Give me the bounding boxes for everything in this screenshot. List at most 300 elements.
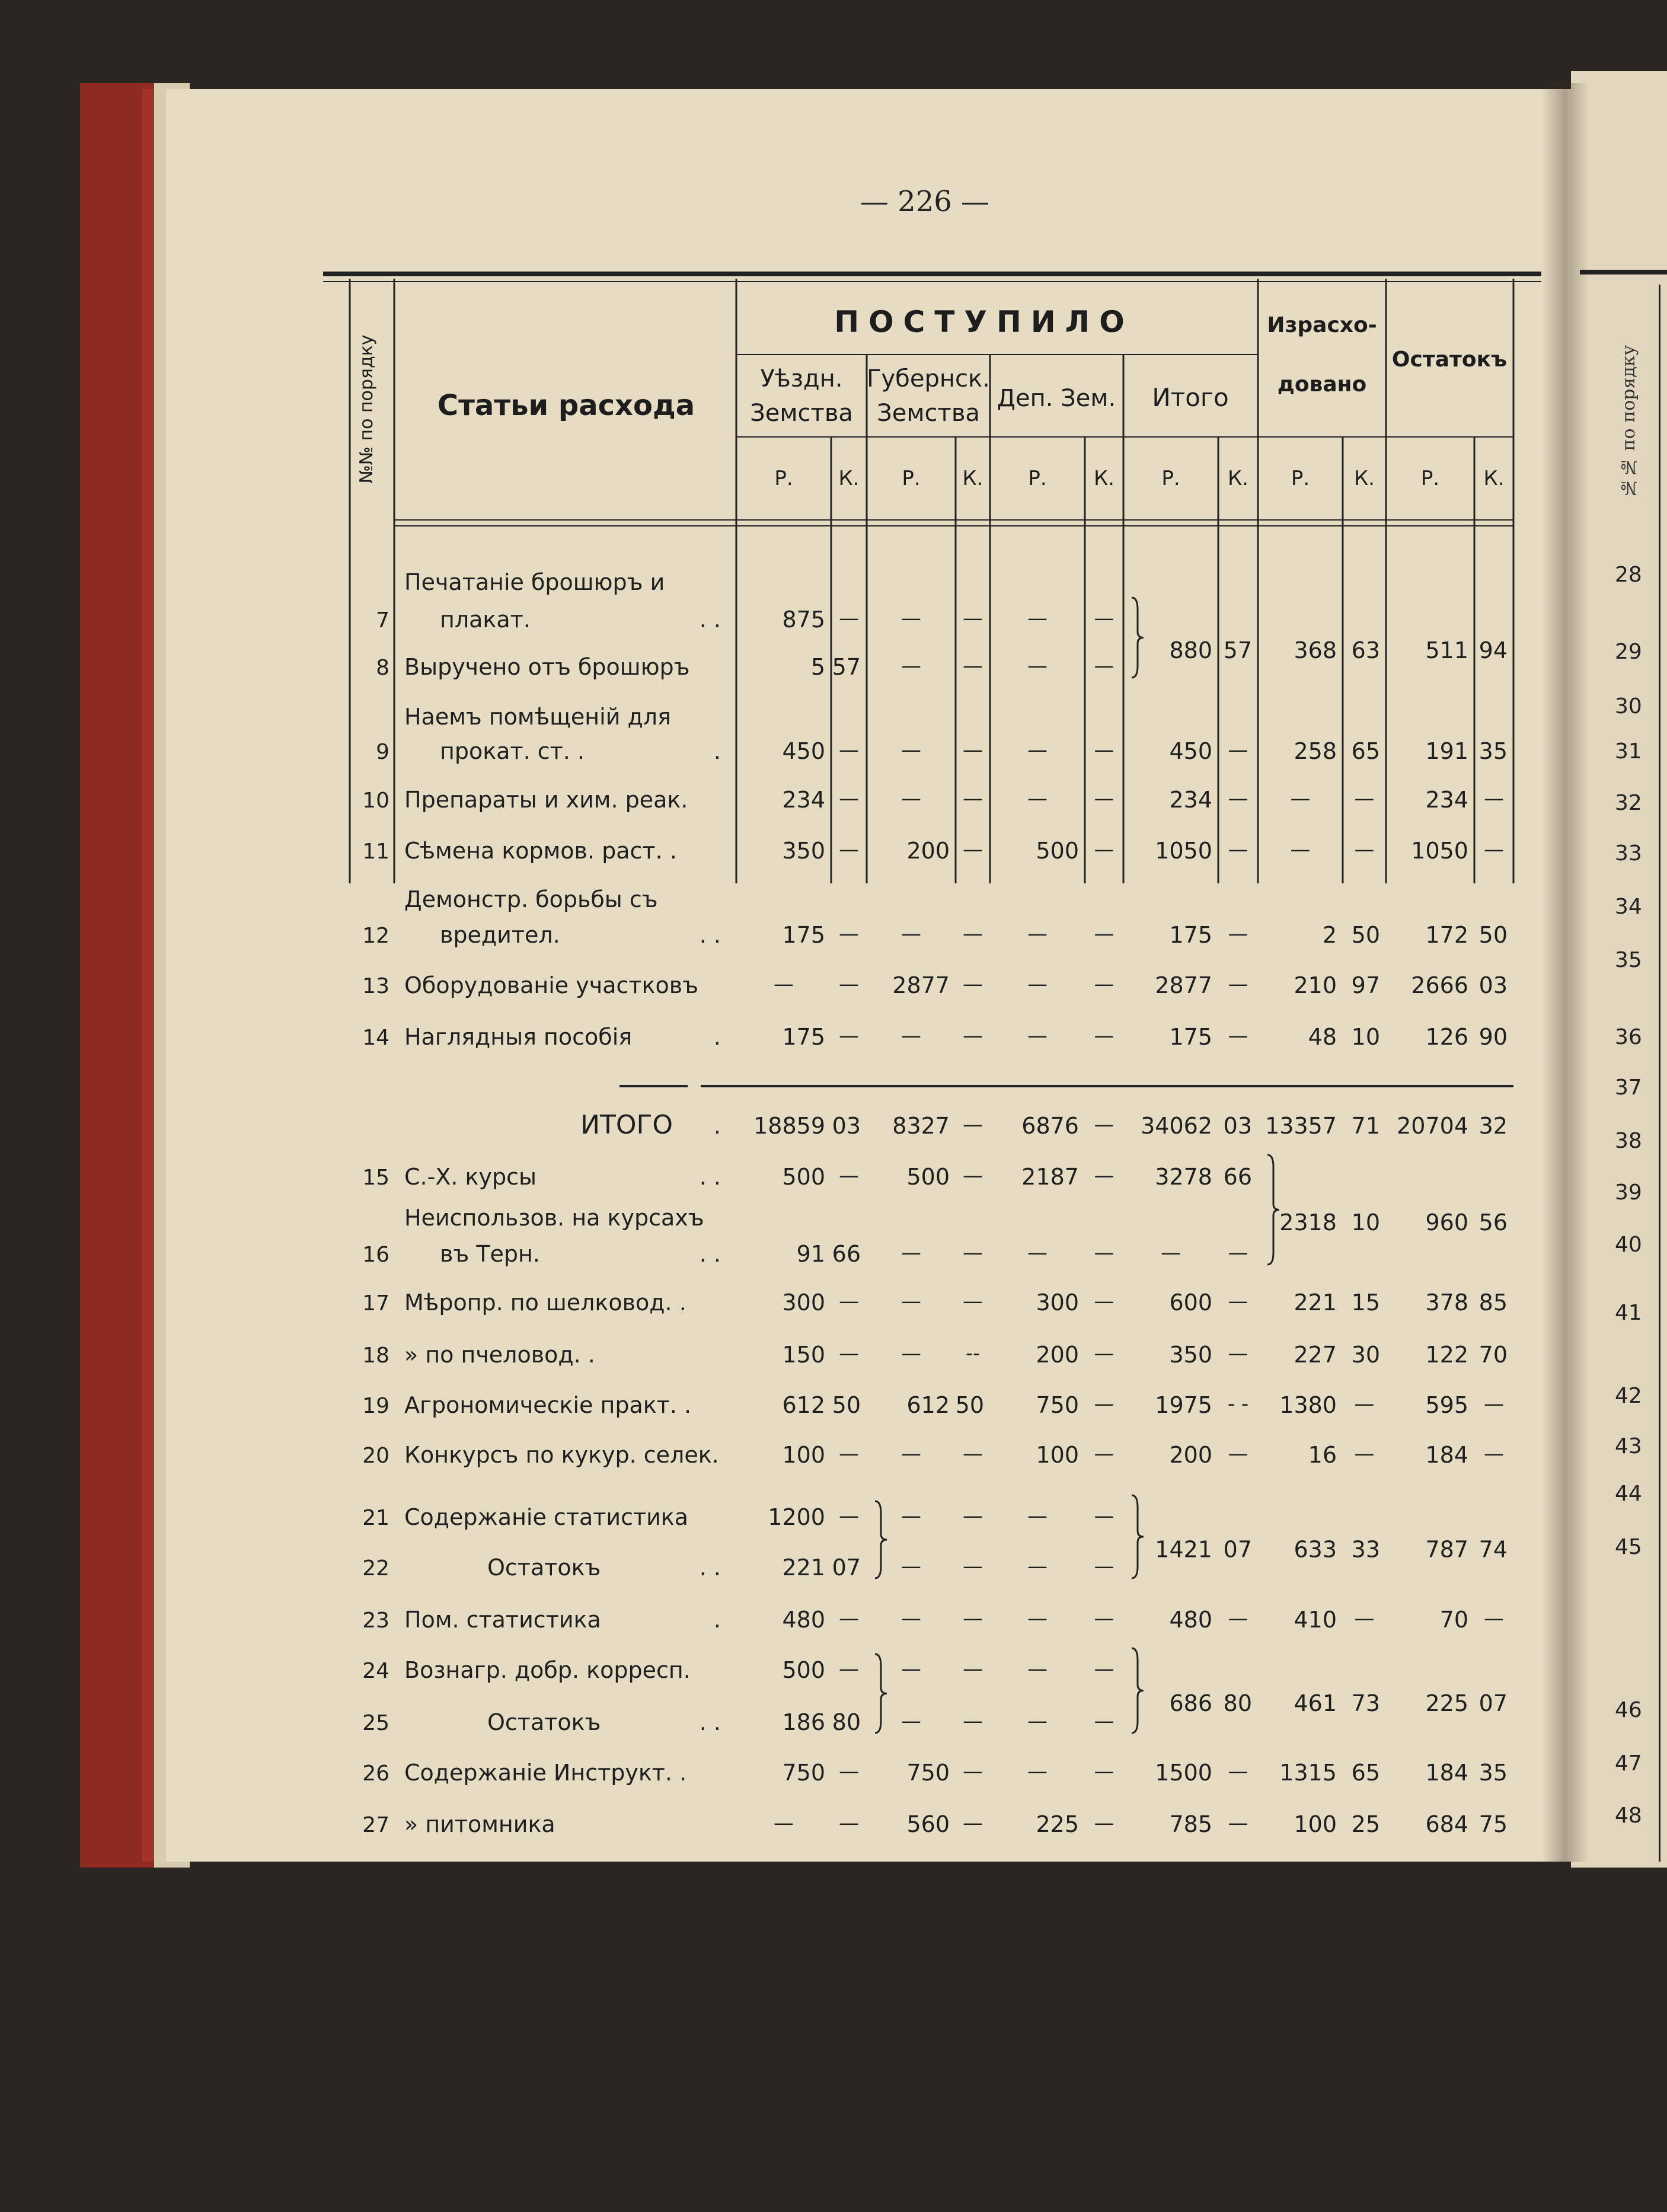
cell-rubles: 221 (782, 1555, 825, 1581)
right-page-row-number: 46 (1615, 1698, 1642, 1722)
cell-rubles: 234 (1169, 787, 1212, 813)
row-label-dots: . . (699, 607, 721, 633)
right-page-row-number: 31 (1615, 739, 1642, 764)
right-page-row-number: 37 (1615, 1075, 1642, 1100)
cell-rubles: 2187 (1021, 1164, 1079, 1190)
cell-dash: — (901, 1289, 921, 1313)
cell-rubles: 200 (1169, 1442, 1212, 1468)
merged-cell-rubles: 511 (1425, 637, 1468, 663)
merge-brace (1132, 598, 1144, 678)
kopecks-subheader: К. (1354, 467, 1375, 490)
merge-brace (1132, 1495, 1144, 1578)
cell-dash: — (1094, 1760, 1114, 1783)
row-label-line2: прокат. ст. . (440, 738, 585, 764)
cell-rubles: 91 (796, 1241, 825, 1267)
cell-kopecks: 65 (1351, 1760, 1380, 1786)
right-page-top-rule (1580, 270, 1667, 274)
kopecks-subheader: К. (1094, 467, 1114, 490)
cell-dash: — (1027, 1607, 1048, 1630)
cell-dash: — (1094, 607, 1114, 630)
row-number: 8 (376, 656, 389, 680)
cell-dash: — (839, 1607, 859, 1630)
cell-dash: — (774, 1811, 794, 1835)
right-page-row-number: 30 (1615, 694, 1642, 719)
row-label-line1: Наемъ помѣщеній для (404, 704, 671, 730)
rubles-subheader: Р. (902, 467, 921, 490)
row-number: 10 (362, 789, 389, 813)
row-label-line1: Неиспользов. на курсахъ (404, 1205, 704, 1231)
row-number: 14 (362, 1026, 389, 1050)
row-number: 7 (376, 608, 389, 633)
row-label-line1: Печатаніе брошюръ и (404, 569, 665, 595)
row-number: 15 (362, 1166, 389, 1190)
cell-dash: — (1228, 1241, 1248, 1265)
cell-dash: — (1094, 838, 1114, 861)
cell-dash: — (839, 1811, 859, 1835)
right-page-header: №№ по порядку (1618, 344, 1639, 498)
cell-kopecks: 03 (1478, 972, 1508, 998)
row-label: Агрономическіе практ. . (404, 1392, 692, 1418)
row-label: Вознагр. добр. корресп. (404, 1657, 691, 1683)
row-label: Содержаніе Инструкт. . (404, 1760, 687, 1786)
cell-rubles: 16 (1308, 1442, 1337, 1468)
cell-rubles: 172 (1425, 922, 1468, 948)
merged-cell-kopecks: 80 (1223, 1690, 1252, 1716)
cell-rubles: 500 (1036, 838, 1079, 864)
cell-rubles: 175 (1169, 922, 1212, 948)
right-page-row-number: 35 (1615, 948, 1642, 972)
cell-dash: — (839, 1760, 859, 1783)
right-page-row-number: 29 (1615, 640, 1642, 664)
cell-dash: — (774, 972, 794, 996)
cell-rubles: 122 (1425, 1342, 1468, 1368)
cell-dash: — (1484, 1607, 1504, 1630)
cell-dash: — (839, 1342, 859, 1365)
row-label: » по пчеловод. . (404, 1342, 595, 1368)
cell-dash: — (901, 1709, 921, 1733)
row-label-dots: . . (699, 922, 721, 948)
cell-dash: — (839, 1442, 859, 1466)
right-page-table-line (1659, 285, 1660, 1862)
cell-dash: — (963, 1607, 983, 1630)
cell-dash: — (1094, 1709, 1114, 1733)
row-label: Препараты и хим. реак. (404, 787, 688, 813)
rubles-subheader: Р. (1420, 467, 1440, 490)
cell-rubles: 500 (782, 1164, 825, 1190)
item-col-header: Статьи расхода (437, 389, 695, 422)
cell-kopecks: 15 (1351, 1289, 1380, 1316)
cell-rubles: 2877 (1155, 972, 1212, 998)
right-page-row-number: 40 (1615, 1233, 1642, 1257)
cell-dash: — (1228, 738, 1248, 762)
row-label: Содержаніе статистика (404, 1504, 689, 1530)
merged-cell-kopecks: 63 (1351, 637, 1380, 663)
row-label: Оборудованіе участковъ (404, 972, 698, 998)
cell-rubles: 227 (1294, 1342, 1337, 1368)
row-number: 17 (362, 1291, 389, 1316)
cell-rubles: 500 (782, 1657, 825, 1683)
cell-rubles: 350 (782, 838, 825, 864)
row-number: 27 (362, 1813, 389, 1837)
cell-dash: — (839, 922, 859, 946)
right-page-row-number: 39 (1615, 1180, 1642, 1205)
cell-kopecks: 50 (832, 1392, 861, 1418)
merged-cell-kopecks: 73 (1351, 1690, 1380, 1716)
cell-rubles: 100 (782, 1442, 825, 1468)
cell-rubles: 100 (1294, 1811, 1337, 1837)
spent-header-line1: Израсхо- (1267, 313, 1377, 337)
cell-kopecks: 70 (1478, 1342, 1508, 1368)
cell-dash: — (1228, 1024, 1248, 1048)
cell-dash: — (1228, 1760, 1248, 1783)
cell-dash: — (963, 1241, 983, 1265)
cell-dash: — (1228, 1811, 1248, 1835)
cell-dash: — (901, 607, 921, 630)
cell-dash: — (1484, 1442, 1504, 1466)
cell-rubles: 1500 (1155, 1760, 1212, 1786)
cell-rubles: 34062 (1141, 1113, 1212, 1139)
cell-rubles: 186 (782, 1709, 825, 1735)
cell-dash: — (1094, 972, 1114, 996)
cell-dash: — (901, 1657, 921, 1681)
cell-rubles: 875 (782, 607, 825, 633)
merged-cell-rubles: 368 (1294, 637, 1337, 663)
merged-cell-rubles: 880 (1169, 637, 1212, 663)
cell-rubles: 410 (1294, 1607, 1337, 1633)
cell-dash: — (901, 1342, 921, 1365)
merged-cell-rubles: 686 (1169, 1690, 1212, 1716)
cell-dash: — (1094, 1024, 1114, 1048)
cell-dash: — (1027, 922, 1048, 946)
cell-dash: — (963, 787, 983, 810)
uezd-header-line2: Земства (750, 400, 853, 427)
merged-cell-rubles: 1421 (1155, 1536, 1212, 1563)
page-number: — 226 — (860, 185, 990, 218)
row-number: 11 (362, 840, 389, 864)
cell-rubles: 184 (1425, 1760, 1468, 1786)
cell-dash: — (1228, 838, 1248, 861)
itogo-header: Итого (1152, 383, 1229, 412)
num-col-header: №№ по порядку (356, 334, 377, 484)
cell-rubles: 6876 (1021, 1113, 1079, 1139)
cell-kopecks: 71 (1351, 1113, 1380, 1139)
cell-dash: — (1228, 1607, 1248, 1630)
received-header: ПОСТУПИЛО (834, 305, 1134, 339)
cell-kopecks: 75 (1478, 1811, 1508, 1837)
cell-dash: — (839, 1657, 859, 1681)
cell-kopecks: 25 (1351, 1811, 1380, 1837)
cell-dash: — (1354, 1392, 1375, 1416)
row-label-dots: . . (699, 1241, 721, 1267)
cell-dash: — (839, 787, 859, 810)
right-page-row-number: 47 (1615, 1751, 1642, 1776)
cell-dash: — (963, 1289, 983, 1313)
cell-dash: — (839, 838, 859, 861)
cell-dash: — (963, 1164, 983, 1188)
cell-dash: — (1027, 1555, 1048, 1578)
cell-dash: — (1094, 1657, 1114, 1681)
merge-brace (1132, 1648, 1144, 1733)
cell-dash: — (963, 838, 983, 861)
cell-dash: — (963, 1113, 983, 1137)
cell-rubles: 234 (782, 787, 825, 813)
cell-rubles: 750 (1036, 1392, 1079, 1418)
merged-cell-rubles: 633 (1294, 1536, 1337, 1563)
row-label-dots: . . (699, 1709, 721, 1735)
cell-dash: — (1484, 787, 1504, 810)
cell-dash: — (963, 1442, 983, 1466)
cell-rubles: 2 (1322, 922, 1337, 948)
cell-dash: — (839, 1164, 859, 1188)
row-number: 18 (362, 1343, 389, 1368)
cell-rubles: 450 (782, 738, 825, 764)
cell-dash: — (1354, 1607, 1375, 1630)
cell-dash: — (1027, 654, 1048, 678)
cell-dash: — (1027, 787, 1048, 810)
cell-dash: — (901, 738, 921, 762)
right-page-row-number: 43 (1615, 1434, 1642, 1458)
cell-dash: — (839, 738, 859, 762)
cell-dash: — (1094, 922, 1114, 946)
cell-rubles: 258 (1294, 738, 1337, 764)
right-page-row-number: 48 (1615, 1804, 1642, 1828)
cell-rubles: 175 (1169, 1024, 1212, 1050)
cell-kopecks: 97 (1351, 972, 1380, 998)
kopecks-subheader: К. (1483, 467, 1505, 490)
cell-kopecks: 66 (1223, 1164, 1252, 1190)
row-number: 26 (362, 1761, 389, 1786)
cell-rubles: 3278 (1155, 1164, 1212, 1190)
cell-dash: — (1094, 1241, 1114, 1265)
cell-dash: -- (965, 1342, 981, 1365)
merged-cell-rubles: 960 (1425, 1209, 1468, 1236)
cell-rubles: 48 (1308, 1024, 1337, 1050)
right-page-row-number: 32 (1615, 791, 1642, 815)
cell-kopecks: 35 (1478, 1760, 1508, 1786)
cell-dash: — (901, 1442, 921, 1466)
cell-dash: — (901, 1555, 921, 1578)
row-label: Выручено отъ брошюръ (404, 654, 690, 680)
total-label: ИТОГО (580, 1110, 673, 1140)
row-number: 12 (362, 924, 389, 948)
cell-rubles: 300 (1036, 1289, 1079, 1316)
cell-rubles: 210 (1294, 972, 1337, 998)
cell-kopecks: 10 (1351, 1024, 1380, 1050)
cell-dash: — (963, 738, 983, 762)
cell-dash: — (839, 972, 859, 996)
cell-rubles: 225 (1036, 1811, 1079, 1837)
cell-rubles: 184 (1425, 1442, 1468, 1468)
rubles-subheader: Р. (1291, 467, 1310, 490)
cell-dash: — (1027, 1760, 1048, 1783)
cell-rubles: 70 (1439, 1607, 1468, 1633)
cell-dash: — (1354, 787, 1375, 810)
row-label-dots: . (713, 1113, 721, 1139)
dep-header: Деп. Зем. (997, 385, 1116, 412)
cell-dash: — (1094, 1289, 1114, 1313)
merged-cell-kopecks: 07 (1223, 1536, 1252, 1563)
spent-header-line2: довано (1277, 372, 1367, 397)
cell-dash: — (1290, 838, 1311, 861)
row-label: Остатокъ (487, 1555, 601, 1581)
cell-rubles: 612 (906, 1392, 950, 1418)
cell-rubles: 1975 (1155, 1392, 1212, 1418)
cell-dash: — (901, 922, 921, 946)
cell-dash: — (1228, 1442, 1248, 1466)
cell-dash: — (963, 1657, 983, 1681)
cell-dash: — (963, 607, 983, 630)
cell-dash: — (1094, 1811, 1114, 1835)
cell-rubles: 234 (1425, 787, 1468, 813)
cell-kopecks: 03 (832, 1113, 861, 1139)
cell-kopecks: 65 (1351, 738, 1380, 764)
merged-cell-rubles: 461 (1294, 1690, 1337, 1716)
merged-cell-rubles: 787 (1425, 1536, 1468, 1563)
cell-dash: — (1094, 1442, 1114, 1466)
cell-dash: — (901, 1024, 921, 1048)
cell-rubles: 480 (782, 1607, 825, 1633)
row-label: С.-Х. курсы (404, 1164, 536, 1190)
cell-dash: — (963, 1760, 983, 1783)
cell-rubles: 378 (1425, 1289, 1468, 1316)
cell-rubles: 480 (1169, 1607, 1212, 1633)
right-page-row-number: 34 (1615, 895, 1642, 919)
cell-dash: — (1228, 972, 1248, 996)
cell-rubles: 18859 (753, 1113, 825, 1139)
rubles-subheader: Р. (1161, 467, 1180, 490)
cell-dash: — (1354, 838, 1375, 861)
row-number: 22 (362, 1556, 389, 1581)
merged-cell-kopecks: 74 (1478, 1536, 1508, 1563)
cell-dash: — (1094, 1504, 1114, 1528)
merged-cell-rubles: 2318 (1279, 1209, 1337, 1236)
row-number: 16 (362, 1243, 389, 1267)
cell-kopecks: 90 (1478, 1024, 1508, 1050)
cell-rubles: 595 (1425, 1392, 1468, 1418)
merged-cell-kopecks: 10 (1351, 1209, 1380, 1236)
cell-rubles: 2877 (892, 972, 950, 998)
cell-dash: — (1228, 1289, 1248, 1313)
merge-brace (1267, 1155, 1279, 1265)
right-page-row-number: 44 (1615, 1482, 1642, 1506)
merged-cell-kopecks: 56 (1478, 1209, 1508, 1236)
right-page-row-number: 38 (1615, 1129, 1642, 1153)
cell-rubles: 785 (1169, 1811, 1212, 1837)
row-number: 24 (362, 1659, 389, 1683)
cell-dash: — (963, 1709, 983, 1733)
row-label: » питомника (404, 1811, 555, 1837)
cell-rubles: 1380 (1279, 1392, 1337, 1418)
cell-dash: — (1027, 1709, 1048, 1733)
cell-dash: — (901, 654, 921, 678)
cell-dash: — (963, 654, 983, 678)
cell-rubles: 684 (1425, 1811, 1468, 1837)
cell-rubles: 221 (1294, 1289, 1337, 1316)
rubles-subheader: Р. (1028, 467, 1047, 490)
cell-rubles: 8327 (892, 1113, 950, 1139)
cell-dash: — (1228, 787, 1248, 810)
cell-rubles: 600 (1169, 1289, 1212, 1316)
rubles-subheader: Р. (774, 467, 793, 490)
gub-brace (875, 1501, 887, 1578)
cell-rubles: 750 (906, 1760, 950, 1786)
row-label-dots: . . (699, 1164, 721, 1190)
cell-dash: — (963, 1024, 983, 1048)
cell-rubles: 450 (1169, 738, 1212, 764)
cell-dash: — (839, 1504, 859, 1528)
cell-rubles: 300 (782, 1289, 825, 1316)
cell-rubles: 5 (810, 654, 825, 680)
cell-kopecks: 30 (1351, 1342, 1380, 1368)
cell-dash: — (1027, 607, 1048, 630)
cell-dash: — (1094, 1342, 1114, 1365)
row-number: 9 (376, 740, 389, 764)
cell-dash: — (901, 1607, 921, 1630)
cell-dash: — (1027, 1241, 1048, 1265)
row-number: 23 (362, 1608, 389, 1633)
cell-rubles: 350 (1169, 1342, 1212, 1368)
cell-rubles: 1050 (1155, 838, 1212, 864)
cell-dash: — (1027, 738, 1048, 762)
row-label-dots: . . (699, 1555, 721, 1581)
cell-kopecks: 50 (955, 1392, 984, 1418)
cell-dash: — (1228, 1342, 1248, 1365)
cell-dash: — (839, 607, 859, 630)
right-page-row-number: 41 (1615, 1301, 1642, 1325)
cell-kopecks: 03 (1223, 1113, 1252, 1139)
cell-dash: — (901, 787, 921, 810)
cell-kopecks: 35 (1478, 738, 1508, 764)
merged-cell-kopecks: 57 (1223, 637, 1252, 663)
gub-header-line1: Губернск. (867, 365, 990, 392)
row-number: 25 (362, 1711, 389, 1735)
cell-dash: — (1161, 1241, 1181, 1265)
row-label-dots: . (713, 738, 721, 764)
cell-dash: — (1484, 838, 1504, 861)
right-page-row-number: 28 (1615, 563, 1642, 587)
row-number: 21 (362, 1506, 389, 1530)
cell-kopecks: 57 (832, 654, 861, 680)
cell-rubles: 560 (906, 1811, 950, 1837)
cell-rubles: 200 (906, 838, 950, 864)
row-label: Пом. статистика (404, 1607, 601, 1633)
cell-dash: — (963, 972, 983, 996)
cell-rubles: 1200 (768, 1504, 825, 1530)
cell-kopecks: 85 (1478, 1289, 1508, 1316)
cell-dash: — (1094, 787, 1114, 810)
cell-dash: — (1228, 922, 1248, 946)
cell-dash: — (963, 1811, 983, 1835)
cell-rubles: 1050 (1411, 838, 1468, 864)
cell-dash: — (1094, 654, 1114, 678)
gub-header-line2: Земства (877, 400, 980, 427)
cell-dash: — (1027, 1504, 1048, 1528)
merged-cell-rubles: 225 (1425, 1690, 1468, 1716)
kopecks-subheader: К. (838, 467, 860, 490)
cell-dash: — (963, 1504, 983, 1528)
cell-dash: — (1027, 1657, 1048, 1681)
right-page-row-number: 42 (1615, 1384, 1642, 1408)
cell-dash: — (1027, 972, 1048, 996)
row-number: 20 (362, 1444, 389, 1468)
cell-kopecks: 66 (832, 1241, 861, 1267)
cell-rubles: 750 (782, 1760, 825, 1786)
cell-rubles: 500 (906, 1164, 950, 1190)
cell-rubles: 2666 (1411, 972, 1468, 998)
cell-rubles: 1315 (1279, 1760, 1337, 1786)
cell-rubles: 200 (1036, 1342, 1079, 1368)
cell-rubles: 13357 (1265, 1113, 1337, 1139)
